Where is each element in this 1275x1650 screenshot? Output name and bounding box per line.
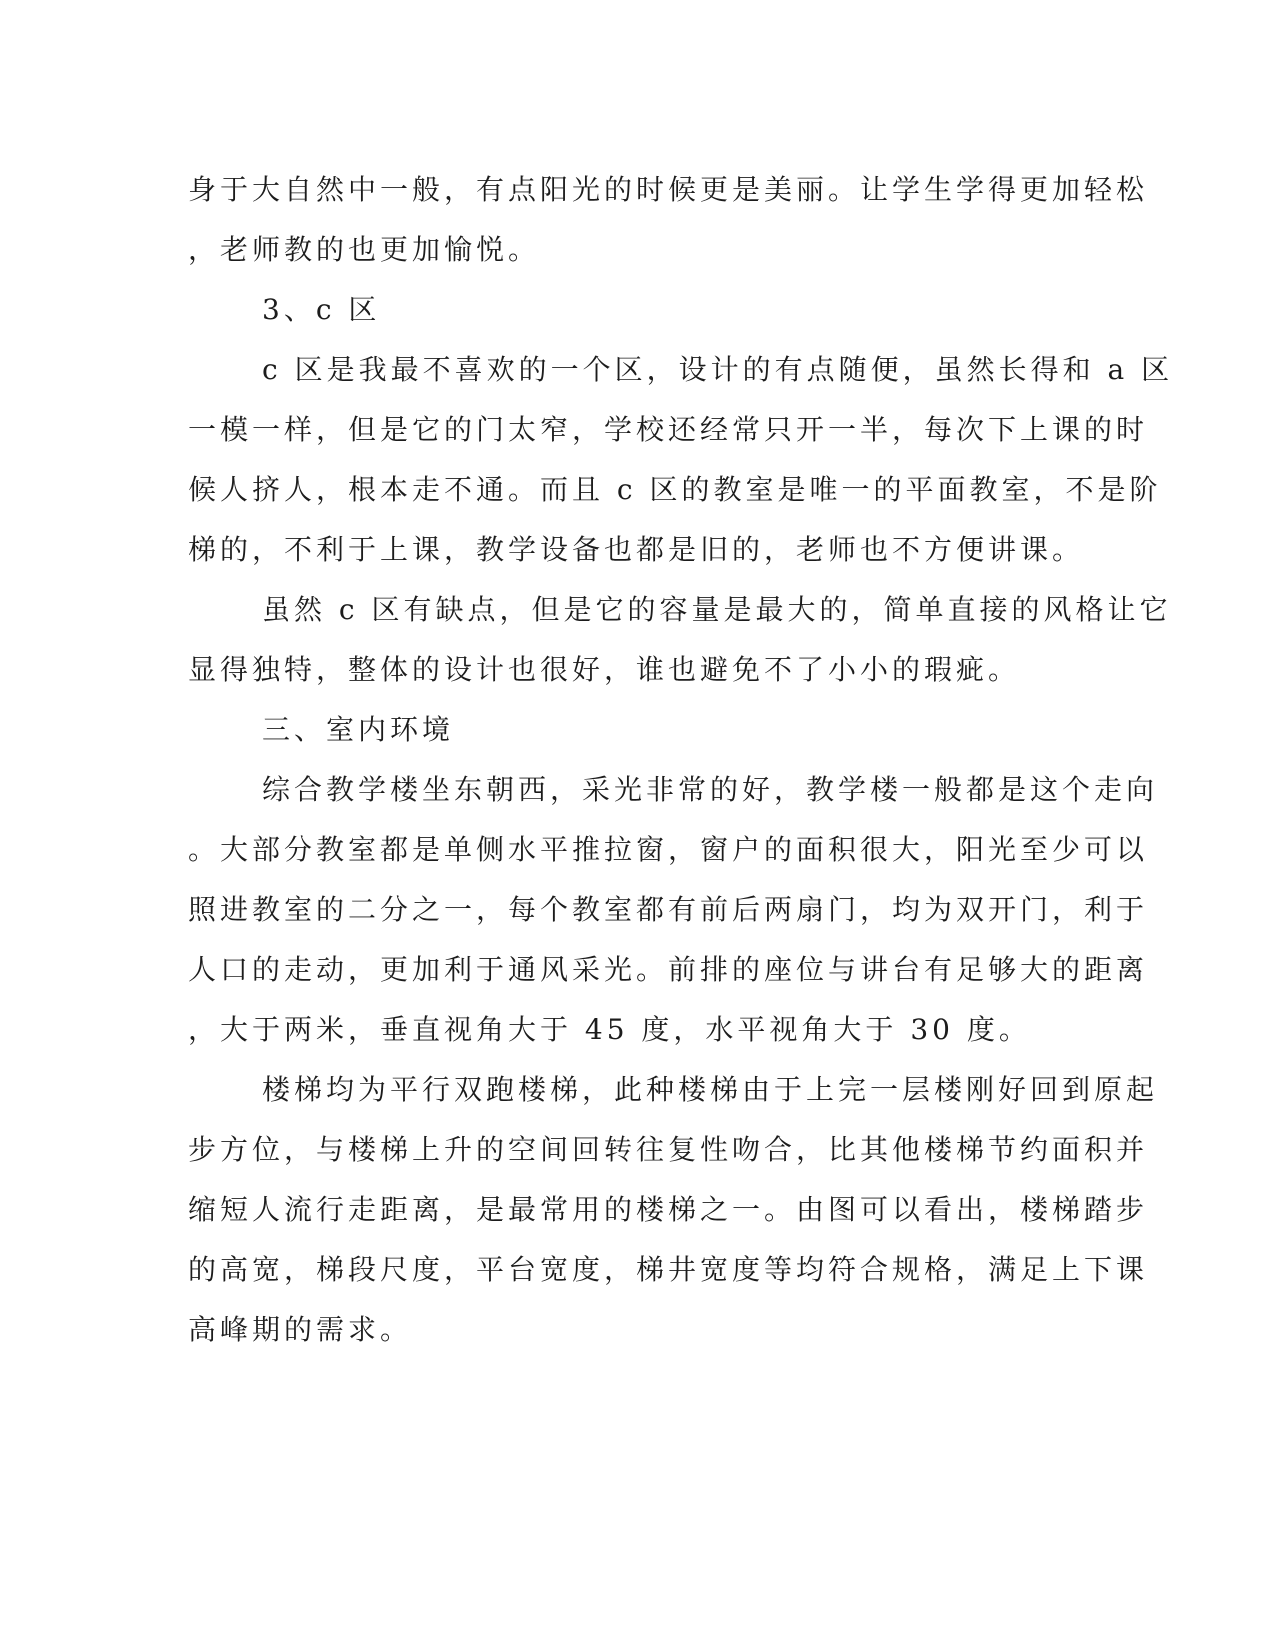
text-line: 人口的走动，更加利于通风采光。前排的座位与讲台有足够大的距离 <box>188 953 1149 986</box>
section-heading-indoor-environment <box>188 700 1068 760</box>
section-heading-c-zone <box>188 280 1068 340</box>
text-line: 一模一样，但是它的门太窄，学校还经常只开一半，每次下上课的时 <box>188 413 1149 446</box>
text-line: 综合教学楼坐东朝西，采光非常的好，教学楼一般都是这个走向 <box>262 773 1159 806</box>
paragraph-c-zone-description <box>188 340 1174 580</box>
text-line: ，大于两米，垂直视角大于 45 度，水平视角大于 30 度。 <box>188 1013 1031 1046</box>
heading-text: 3、c 区 <box>262 293 381 326</box>
heading-text: 三、室内环境 <box>262 713 455 746</box>
text-line: 高峰期的需求。 <box>188 1313 413 1346</box>
text-line: 梯的，不利于上课，教学设备也都是旧的，老师也不方便讲课。 <box>188 533 1085 566</box>
paragraph-lighting <box>188 760 1159 1060</box>
text-line: 缩短人流行走距离，是最常用的楼梯之一。由图可以看出，楼梯踏步 <box>188 1193 1149 1226</box>
text-line: 身于大自然中一般，有点阳光的时候更是美丽。让学生学得更加轻松 <box>188 173 1149 206</box>
text-line: 照进教室的二分之一，每个教室都有前后两扇门，均为双开门，利于 <box>188 893 1149 926</box>
text-line: 楼梯均为平行双跑楼梯，此种楼梯由于上完一层楼刚好回到原起 <box>262 1073 1159 1106</box>
text-line: 。大部分教室都是单侧水平推拉窗，窗户的面积很大，阳光至少可以 <box>188 833 1149 866</box>
text-line: c 区是我最不喜欢的一个区，设计的有点随便，虽然长得和 a 区 <box>262 353 1174 386</box>
paragraph-stairs <box>188 1060 1159 1360</box>
text-line: 的高宽，梯段尺度，平台宽度，梯井宽度等均符合规格，满足上下课 <box>188 1253 1149 1286</box>
text-line: 显得独特，整体的设计也很好，谁也避免不了小小的瑕疵。 <box>188 653 1021 686</box>
text-line: 虽然 c 区有缺点，但是它的容量是最大的，简单直接的风格让它 <box>262 593 1172 626</box>
text-line: 候人挤人，根本走不通。而且 c 区的教室是唯一的平面教室，不是阶 <box>188 473 1162 506</box>
text-line: 步方位，与楼梯上升的空间回转往复性吻合，比其他楼梯节约面积并 <box>188 1133 1149 1166</box>
text-line: ，老师教的也更加愉悦。 <box>188 233 541 266</box>
paragraph-c-zone-summary <box>188 580 1172 700</box>
paragraph-continuation <box>188 160 1149 280</box>
